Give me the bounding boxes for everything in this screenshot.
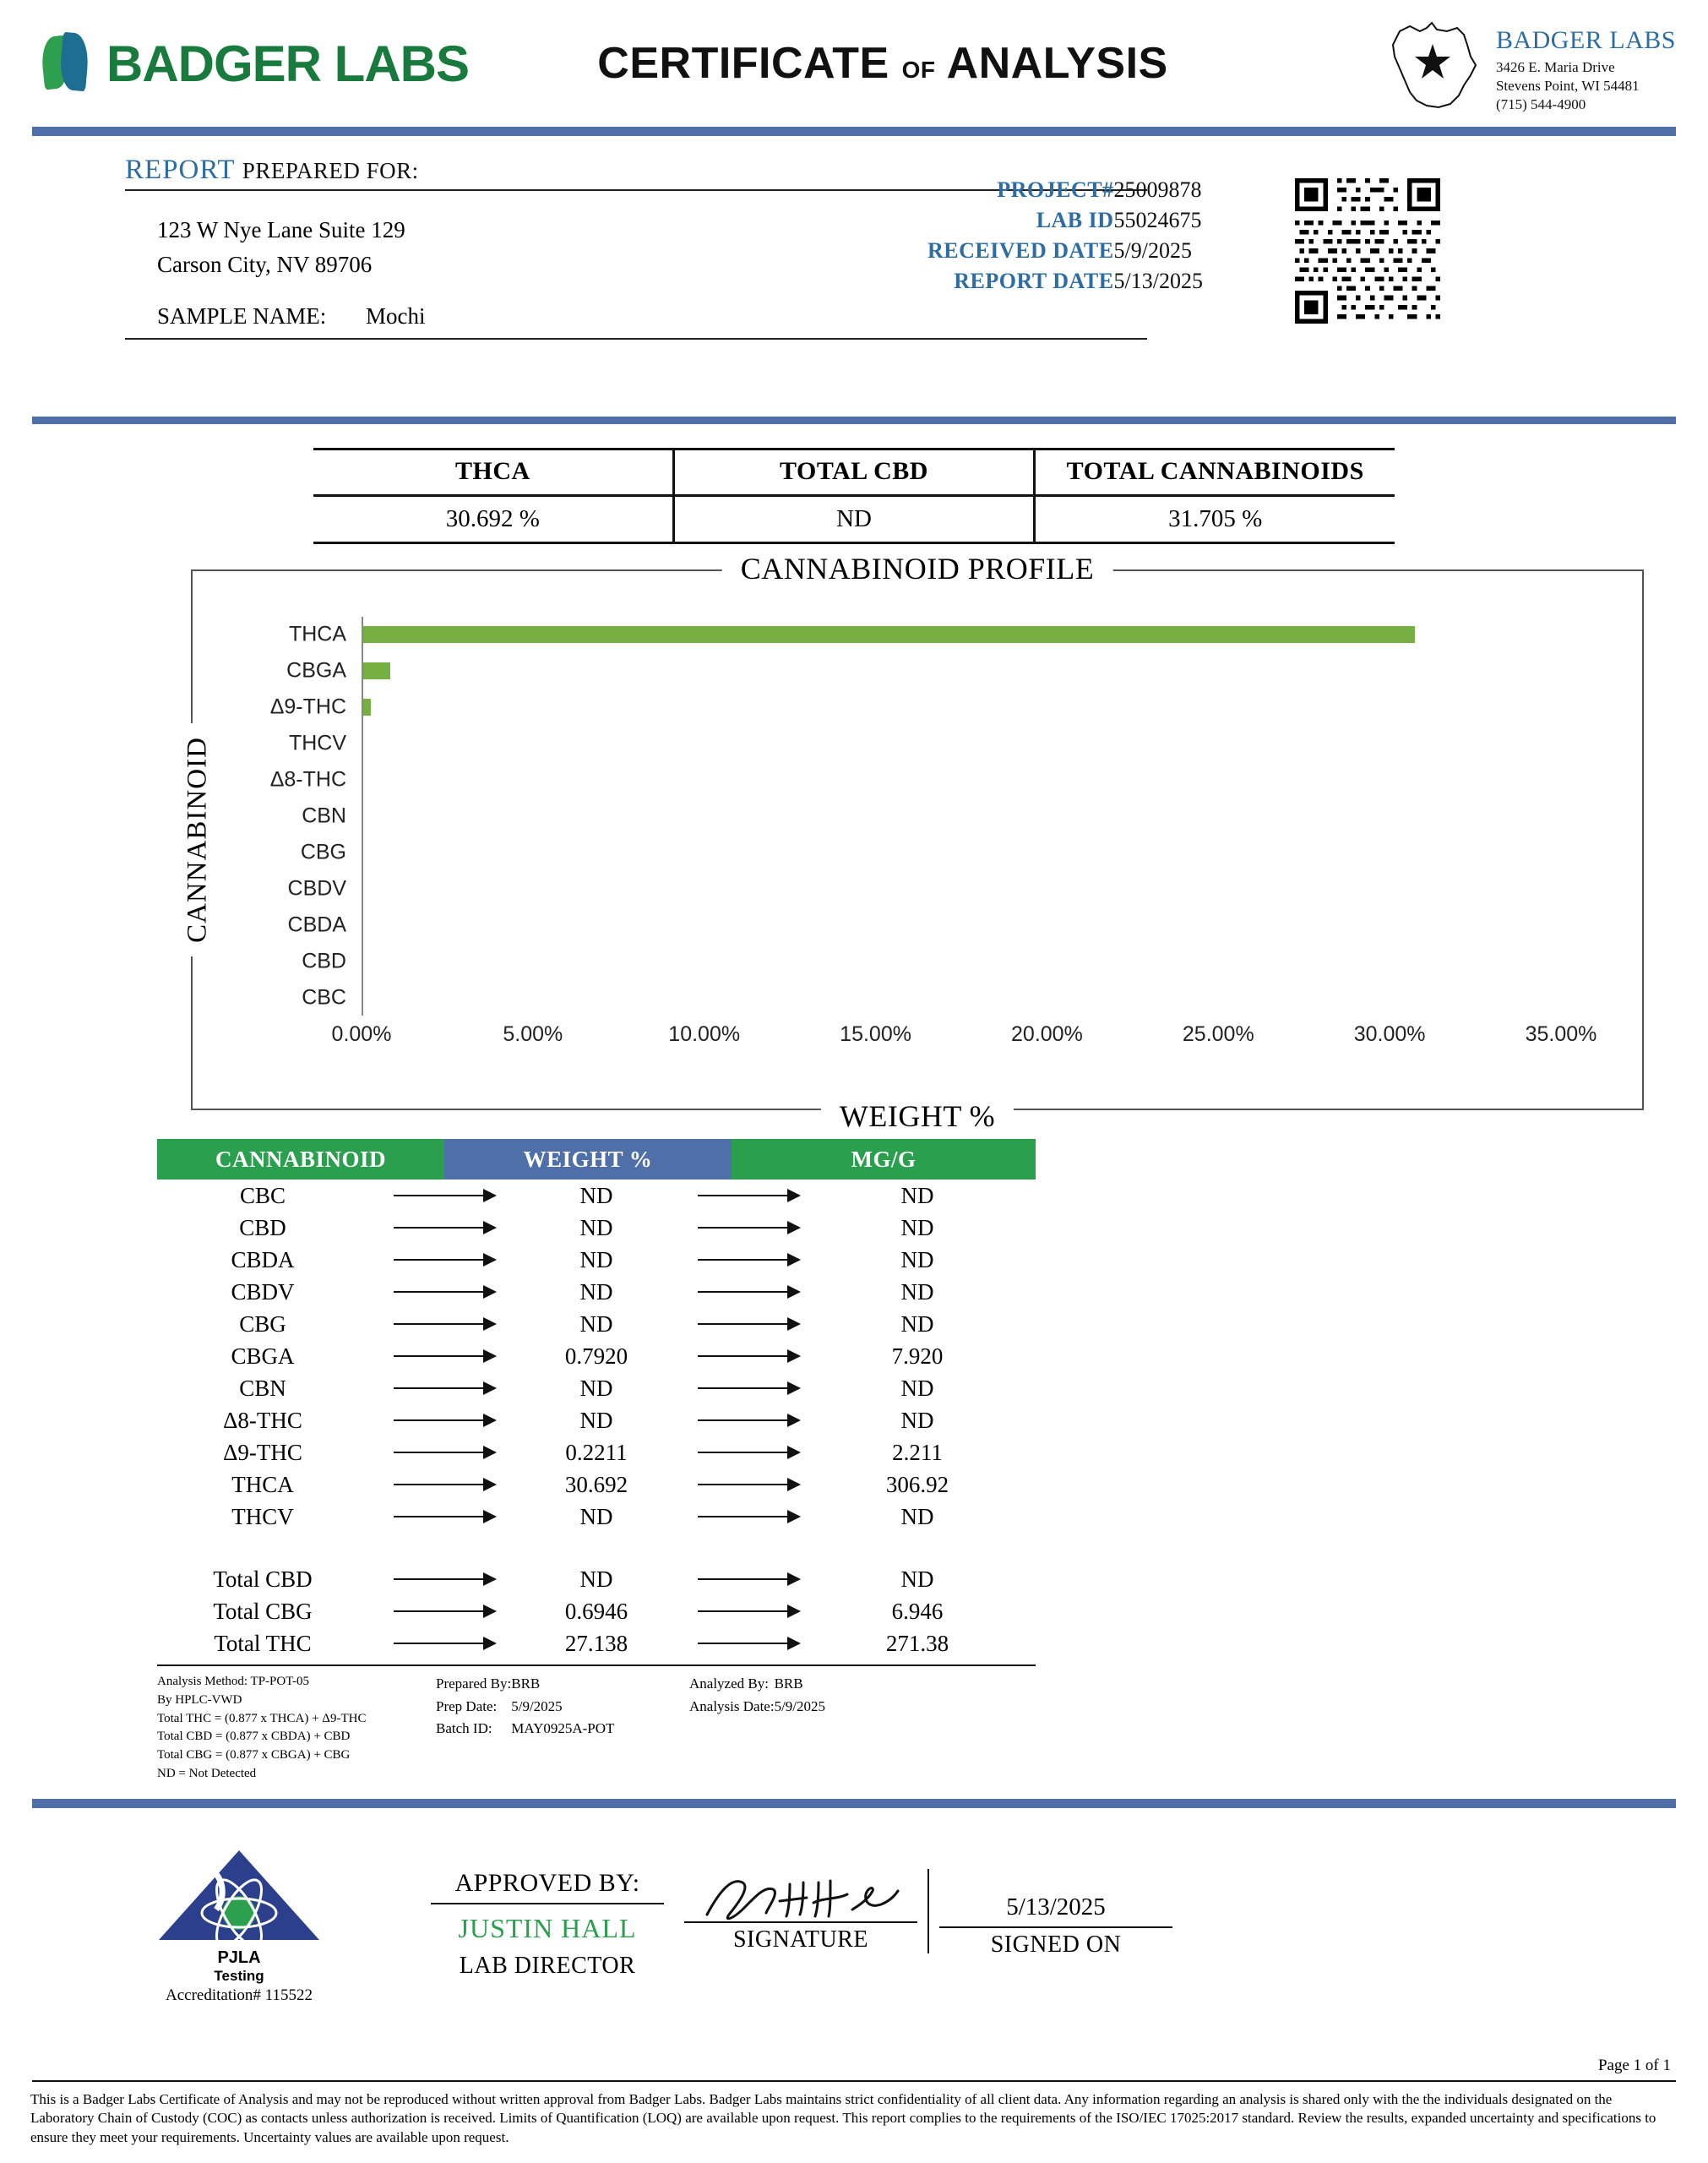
footer-disclaimer: This is a Badger Labs Certificate of Analysis and may not be reproduced without written approval from Badger Labs. Badger Labs maintains strict confidentiality of all client data. Any information regarding an analysis is shared only with the the individuals designated on the Laboratory Chain of Custody (COC) as contacts unless authorization is received. Limits of Quantification (LOQ) are available upon request. This report complies to the requirements of the ISO/IEC 17025:2017 standard. Review the results, expanded uncertainty and specifications to ensure they meet your requirements. Uncertainty values are available upon request. (30, 2090, 1656, 2146)
result-weight-percent: ND (579, 1246, 613, 1272)
arrow-icon (672, 1610, 824, 1612)
title-main: CERTIFICATE (597, 39, 889, 88)
prep-date-row (436, 1696, 614, 1719)
analyzed-by-value: BRB (774, 1675, 803, 1692)
table-row-total (157, 1627, 1036, 1659)
lab-phone: (715) 544-4900 (1495, 95, 1586, 112)
meta-value-reportdate: 5/13/2025 (1113, 269, 1203, 293)
result-analyte-name: CBD (239, 1214, 286, 1240)
chart-category-label: CBC (302, 985, 346, 1010)
arrow-icon (672, 1484, 824, 1485)
approver-title: LAB DIRECTOR (459, 1952, 636, 1979)
meta-value-received: 5/9/2025 (1113, 238, 1192, 263)
table-row (157, 1308, 1036, 1340)
result-analyte-name: CBDA (231, 1246, 295, 1272)
result-analyte-name: CBN (239, 1375, 286, 1401)
batch-id-label: Batch ID: (436, 1720, 492, 1737)
result-analyte-name: THCA (231, 1471, 294, 1497)
page-header (32, 0, 1676, 127)
result-mg-per-g: ND (900, 1503, 934, 1529)
analysis-date-label: Analysis Date: (689, 1697, 775, 1714)
footer-rule (32, 2080, 1676, 2082)
summary-table (313, 448, 1395, 544)
lab-address-text (1496, 19, 1676, 114)
prepared-by-row (436, 1673, 614, 1696)
signature-icon (695, 1872, 906, 1925)
sample-name-row (157, 303, 1676, 330)
result-analyte-name: Total CBD (213, 1566, 313, 1592)
sample-name-rule (125, 338, 1147, 340)
approval-columns (421, 1869, 1183, 1980)
badger-leaf-icon (39, 31, 91, 95)
chart-x-tick: 25.00% (1182, 1022, 1254, 1046)
summary-head-total-cannabinoids: TOTAL CANNABINOIDS (1036, 457, 1395, 497)
arrow-icon (368, 1227, 520, 1229)
arrow-icon (368, 1516, 520, 1517)
pjla-accreditation (142, 1845, 336, 2005)
result-analyte-name: CBG (239, 1310, 286, 1337)
lab-name: BADGER LABS (1495, 26, 1676, 54)
table-row (157, 1436, 1036, 1468)
title-end: ANALYSIS (946, 39, 1168, 88)
arrow-icon (368, 1643, 520, 1644)
result-mg-per-g: ND (900, 1246, 934, 1272)
approval-section (32, 1845, 1676, 2040)
result-mg-per-g: ND (900, 1375, 934, 1401)
meta-label-project: PROJECT# (997, 177, 1114, 202)
analysis-method-line-5: Total CBG = (0.877 x CBGA) + CBG (157, 1748, 351, 1762)
results-header-cannabinoid: CANNABINOID (157, 1139, 444, 1180)
approval-signed-on-column (929, 1869, 1183, 1959)
batch-id-row (436, 1718, 614, 1741)
table-row-total (157, 1563, 1036, 1595)
meta-value-project: 25009878 (1113, 177, 1202, 202)
arrow-icon (672, 1419, 824, 1421)
lab-address-line-2: Stevens Point, WI 54481 (1495, 78, 1640, 95)
chart-x-tick: 0.00% (331, 1022, 392, 1046)
results-table-header (157, 1139, 1036, 1180)
result-mg-per-g: 271.38 (885, 1630, 949, 1656)
analyzed-by-label: Analyzed By: (689, 1675, 769, 1692)
result-weight-percent: ND (579, 1375, 613, 1401)
pjla-line-3: Accreditation# 115522 (166, 1986, 313, 2004)
result-mg-per-g: ND (900, 1566, 934, 1592)
result-mg-per-g: ND (900, 1407, 934, 1433)
result-weight-percent: ND (579, 1503, 613, 1529)
arrow-icon (672, 1195, 824, 1196)
prep-date-label: Prep Date: (436, 1697, 498, 1714)
title-of: of (901, 48, 936, 85)
result-mg-per-g: 7.920 (891, 1343, 944, 1369)
prepared-by-label: Prepared By: (436, 1675, 512, 1692)
analysis-prep-block (436, 1673, 689, 1784)
analysis-method-line-3: Total THC = (0.877 x THCA) + Δ9-THC (157, 1711, 367, 1725)
chart-x-tick: 30.00% (1353, 1022, 1426, 1046)
result-analyte-name: CBDV (231, 1278, 295, 1305)
analysis-analyzed-block (689, 1673, 968, 1784)
report-info-section (32, 136, 1676, 417)
arrow-icon (672, 1452, 824, 1453)
meta-value-labid: 55024675 (1113, 208, 1202, 232)
sample-name-label: SAMPLE NAME: (157, 303, 327, 329)
analysis-notes (157, 1673, 1036, 1784)
prep-date-value: 5/9/2025 (511, 1697, 563, 1714)
arrow-icon (672, 1355, 824, 1357)
approved-by-label: APPROVED BY: (431, 1869, 664, 1904)
brand-logo (32, 31, 495, 95)
result-mg-per-g: 306.92 (885, 1471, 949, 1497)
qr-code[interactable] (1289, 178, 1446, 324)
results-header-mgg: MG/G (732, 1139, 1036, 1180)
prepared-by-value: BRB (511, 1675, 541, 1692)
result-analyte-name: CBGA (231, 1343, 295, 1369)
result-analyte-name: Δ9-THC (223, 1439, 302, 1465)
chart-category-label: Δ9-THC (269, 695, 346, 719)
summary-value-total-cannabinoids: 31.705 % (1168, 505, 1263, 532)
chart-bar (363, 662, 390, 679)
table-row (157, 1340, 1036, 1372)
page-number: Page 1 of 1 (1597, 2057, 1671, 2074)
result-weight-percent: ND (579, 1566, 613, 1592)
header-divider (32, 127, 1676, 136)
client-address-line-2: Carson City, NV 89706 (157, 251, 373, 277)
summary-col-total-cannabinoids (1033, 450, 1395, 542)
result-mg-per-g: ND (900, 1278, 934, 1305)
arrow-icon (672, 1259, 824, 1261)
brand-name: BADGER LABS (106, 35, 470, 92)
result-weight-percent: ND (579, 1278, 613, 1305)
result-weight-percent: ND (579, 1214, 613, 1240)
signed-on-label: SIGNED ON (990, 1931, 1122, 1958)
table-row (157, 1244, 1036, 1276)
chart-category-labels (201, 617, 353, 1016)
summary-head-total-cbd: TOTAL CBD (675, 457, 1034, 497)
report-label: REPORT (125, 155, 236, 185)
result-analyte-name: CBC (239, 1182, 286, 1208)
client-address-line-1: 123 W Nye Lane Suite 129 (157, 217, 405, 242)
signature-label: SIGNATURE (732, 1926, 869, 1953)
results-rows (157, 1180, 1036, 1533)
table-row (157, 1276, 1036, 1308)
result-mg-per-g: 6.946 (891, 1598, 944, 1624)
arrow-icon (368, 1610, 520, 1612)
result-weight-percent: 0.6946 (564, 1598, 628, 1624)
results-table (157, 1139, 1036, 1666)
result-mg-per-g: ND (900, 1182, 934, 1208)
summary-col-thca (313, 450, 672, 542)
analysis-method-block (157, 1673, 436, 1784)
chart-category-label: THCV (288, 731, 346, 755)
chart-category-label: Δ8-THC (269, 767, 346, 792)
arrow-icon (368, 1259, 520, 1261)
arrow-icon (368, 1419, 520, 1421)
result-weight-percent: ND (579, 1407, 613, 1433)
client-address (157, 213, 1676, 281)
arrow-icon (368, 1355, 520, 1357)
approval-divider (32, 1799, 1676, 1808)
results-totals (157, 1563, 1036, 1659)
summary-value-total-cbd: ND (836, 505, 872, 532)
meta-label-labid: LAB ID (1036, 208, 1114, 232)
arrow-icon (672, 1291, 824, 1293)
prepared-for-label: PREPARED FOR: (242, 158, 419, 183)
meta-label-reportdate: REPORT DATE (954, 269, 1114, 293)
meta-row-received (927, 236, 1203, 266)
chart-category-label: CBGA (286, 658, 346, 683)
summary-col-total-cbd (672, 450, 1034, 542)
arrow-icon (368, 1578, 520, 1580)
result-weight-percent: ND (579, 1182, 613, 1208)
results-bottom-rule (157, 1664, 1036, 1666)
chart-category-label: THCA (288, 622, 346, 646)
signed-on-date: 5/13/2025 (939, 1869, 1172, 1928)
cannabinoid-profile-chart (182, 552, 1644, 1133)
page-title (444, 38, 1321, 89)
result-weight-percent: 0.7920 (564, 1343, 628, 1369)
approver-name: JUSTIN HALL (458, 1912, 637, 1943)
signature-image (684, 1869, 917, 1923)
result-mg-per-g: 2.211 (892, 1439, 943, 1465)
chart-x-tick-labels (331, 1022, 1597, 1056)
results-spacer (157, 1533, 1036, 1563)
arrow-icon (368, 1291, 520, 1293)
arrow-icon (368, 1195, 520, 1196)
lab-address-block (1321, 13, 1676, 114)
analysis-method-line-6: ND = Not Detected (157, 1766, 257, 1780)
chart-x-axis-label: WEIGHT % (821, 1098, 1014, 1134)
chart-plot-area (269, 617, 1597, 1046)
result-analyte-name: Total THC (214, 1630, 312, 1656)
lab-address-line-1: 3426 E. Maria Drive (1495, 59, 1615, 76)
pjla-line-1: PJLA (217, 1948, 261, 1967)
arrow-icon (672, 1516, 824, 1517)
arrow-icon (368, 1452, 520, 1453)
table-row (157, 1180, 1036, 1212)
wisconsin-map-icon (1376, 19, 1488, 114)
results-header-weight: WEIGHT % (444, 1139, 732, 1180)
chart-category-label: CBDV (287, 876, 346, 901)
report-meta-table (927, 175, 1203, 297)
chart-x-tick: 20.00% (1011, 1022, 1083, 1046)
arrow-icon (672, 1227, 824, 1229)
chart-x-tick: 10.00% (668, 1022, 741, 1046)
arrow-icon (368, 1387, 520, 1389)
pjla-line-2: Testing (214, 1967, 264, 1984)
meta-row-reportdate (927, 266, 1203, 297)
meta-label-received: RECEIVED DATE (927, 238, 1114, 263)
result-weight-percent: ND (579, 1310, 613, 1337)
pjla-logo-icon (150, 1845, 328, 1947)
chart-category-label: CBG (300, 840, 346, 864)
chart-y-axis-label: CANNABINOID (177, 723, 218, 956)
result-analyte-name: THCV (231, 1503, 294, 1529)
result-weight-percent: 27.138 (564, 1630, 628, 1656)
chart-bar (363, 626, 1415, 643)
analysis-date-row (689, 1696, 825, 1719)
arrow-icon (672, 1387, 824, 1389)
result-weight-percent: 30.692 (564, 1471, 628, 1497)
chart-category-label: CBN (302, 804, 346, 828)
table-row-total (157, 1595, 1036, 1627)
chart-x-tick: 15.00% (840, 1022, 911, 1046)
summary-divider (32, 417, 1676, 424)
approval-approver-column (421, 1869, 674, 1980)
arrow-icon (672, 1643, 824, 1644)
result-analyte-name: Δ8-THC (223, 1407, 302, 1433)
batch-id-value: MAY0925A-POT (511, 1720, 615, 1737)
summary-value-thca: 30.692 % (445, 505, 540, 532)
chart-x-tick: 35.00% (1525, 1022, 1597, 1046)
sample-name-value: Mochi (366, 303, 426, 329)
meta-row-labid (927, 205, 1203, 236)
result-weight-percent: 0.2211 (565, 1439, 628, 1465)
table-row (157, 1372, 1036, 1404)
analysis-method-line-4: Total CBD = (0.877 x CBDA) + CBD (157, 1730, 351, 1744)
arrow-icon (672, 1578, 824, 1580)
approval-signature-column (674, 1869, 929, 1953)
table-row (157, 1212, 1036, 1244)
result-mg-per-g: ND (900, 1214, 934, 1240)
meta-row-project (927, 175, 1203, 205)
summary-head-thca: THCA (313, 457, 672, 497)
arrow-icon (368, 1484, 520, 1485)
chart-x-tick: 5.00% (503, 1022, 563, 1046)
chart-category-label: CBDA (287, 913, 346, 937)
result-mg-per-g: ND (900, 1310, 934, 1337)
analysis-method-line-2: By HPLC-VWD (157, 1692, 242, 1707)
result-analyte-name: Total CBG (213, 1598, 313, 1624)
chart-category-label: CBD (302, 949, 346, 973)
arrow-icon (368, 1323, 520, 1325)
analysis-method-line-1: Analysis Method: TP-POT-05 (157, 1675, 310, 1688)
chart-bar (363, 699, 371, 716)
table-row (157, 1501, 1036, 1533)
table-row (157, 1468, 1036, 1501)
arrow-icon (672, 1323, 824, 1325)
table-row (157, 1404, 1036, 1436)
analysis-date-value: 5/9/2025 (774, 1697, 826, 1714)
analyzed-by-row (689, 1673, 825, 1696)
chart-title: CANNABINOID PROFILE (722, 551, 1113, 586)
